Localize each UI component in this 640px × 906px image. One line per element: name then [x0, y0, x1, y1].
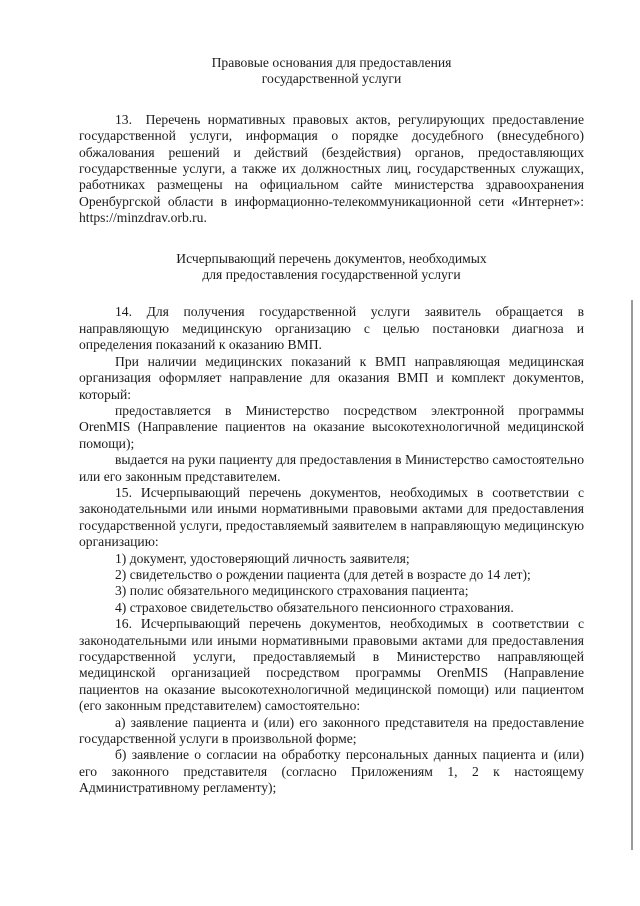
paragraph-14-in-person: выдается на руки пациенту для предоставления в Министерство самостоятельно или его законным представителем. [79, 452, 584, 484]
document-body [79, 55, 584, 797]
heading-line: для предоставления государственной услуги [202, 267, 461, 283]
list-item: 4) страховое свидетельство обязательного пенсионного страхования. [115, 599, 514, 615]
heading-line: государственной услуги [261, 71, 402, 87]
list-item: 3) полис обязательного медицинского страхования пациента; [115, 583, 469, 599]
paragraph-14-electronic: предоставляется в Министерство посредством электронной программы OrenMIS (Направление пациентов на оказание высокотехнологичной медицинской помощи); [79, 402, 584, 451]
list-item: 1) документ, удостоверяющий личность заявителя; [115, 550, 410, 566]
heading-line: Исчерпывающий перечень документов, необходимых [176, 250, 487, 266]
paragraph-16-item-b: б) заявление о согласии на обработку персональных данных пациента и (или) его законного представителя (согласно Приложениям 1, 2 к настоящему Административному регламенту); [79, 747, 584, 796]
paragraph-14-referral: При наличии медицинских показаний к ВМП направляющая медицинская организация оформляет направление для оказания ВМП и комплект документов, который: [79, 353, 584, 402]
section-heading-legal-basis [79, 55, 584, 88]
paragraph-15: 15. Исчерпывающий перечень документов, необходимых в соответствии с законодательными или иными нормативными правовыми актами для предоставления государственной услуги, предоставляемый заявителем в направляющую медицинскую организацию: [79, 484, 584, 550]
scan-edge-line [631, 300, 633, 850]
heading-line: Правовые основания для предоставления [211, 55, 452, 70]
paragraph-13: 13. Перечень нормативных правовых актов, регулирующих предоставление государственной услуги, информация о порядке досудебного (внесудебного) обжалования решений и действий (бездействия) органов, предоставляющих государственные услуги, а также их должностных лиц, государственных служащих, работниках размещены на официальном сайте министерства здравоохранения Оренбургской области в информационно-телекоммуникационной сети «Интернет»: https://minzdrav.orb.ru. [79, 111, 584, 226]
section-heading-documents-list [79, 251, 584, 284]
paragraph-16-item-a: а) заявление пациента и (или) его законного представителя на предоставление государственной услуги в произвольной форме; [79, 714, 584, 747]
list-item: 2) свидетельство о рождении пациента (для детей в возрасте до 14 лет); [115, 566, 531, 582]
paragraph-14: 14. Для получения государственной услуги заявитель обращается в направляющую медицинскую организацию с целью постановки диагноза и определения показаний к оказанию ВМП. [79, 304, 584, 353]
paragraph-16: 16. Исчерпывающий перечень документов, необходимых в соответствии с законодательными или иными нормативными правовыми актами для предоставления государственной услуги, предоставляемый в Министерство направляющей медицинской организацией посредством программы OrenMIS (Направление пациентов на оказание высокотехнологичной медицинской помощи) или пациентом (его законным представителем) самостоятельно: [79, 616, 584, 714]
